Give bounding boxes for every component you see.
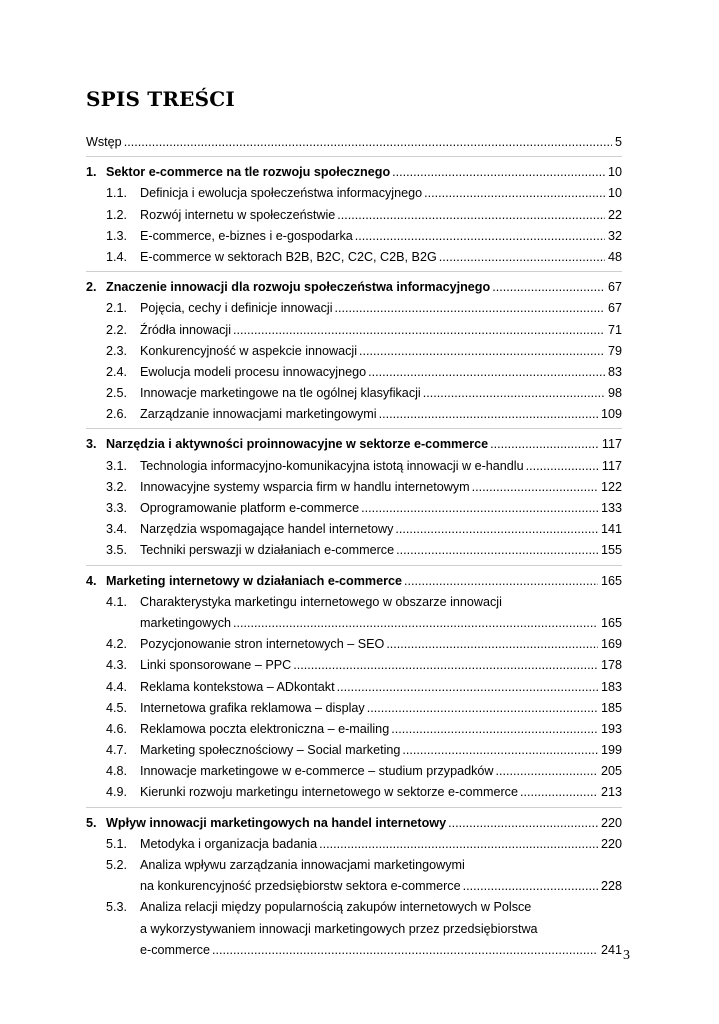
entry-page: 79 — [607, 343, 622, 358]
entry-body — [140, 855, 622, 876]
entry-number: 3.1. — [106, 458, 128, 473]
entry-number: 2.5. — [106, 386, 128, 401]
entry-title: e-commerce — [140, 942, 210, 957]
entry-page: 122 — [600, 479, 622, 494]
entry-title: Sektor e-commerce na tle rozwoju społecznego — [106, 165, 391, 180]
entry-body — [140, 498, 622, 519]
entry-number: 4.3. — [106, 658, 128, 673]
toc-section — [86, 782, 622, 803]
entry-title: Reklamowa poczta elektroniczna – e-mailing — [140, 721, 390, 736]
entry-title: Konkurencyjność w aspekcie innowacji — [140, 343, 358, 358]
entry-body — [140, 740, 622, 761]
entry-body — [140, 519, 622, 540]
entry-page: 178 — [600, 658, 622, 673]
entry-number: 4.7. — [106, 743, 128, 758]
entry-body — [140, 183, 622, 204]
entry-page: 32 — [607, 228, 622, 243]
dot-leader — [359, 498, 598, 519]
dot-leader — [446, 813, 598, 834]
dot-leader — [422, 183, 605, 204]
entry-body — [140, 634, 622, 655]
entry-body — [140, 677, 622, 698]
entry-title: Ewolucja modeli procesu innowacyjnego — [140, 364, 367, 379]
entry-title: Charakterystyka marketingu internetowego w obszarze innowacji — [140, 594, 502, 609]
dot-leader — [390, 162, 605, 183]
toc-section — [86, 183, 622, 204]
entry-body — [140, 341, 622, 362]
toc-section-continuation — [86, 876, 622, 897]
section-divider — [86, 271, 622, 273]
toc-section — [86, 341, 622, 362]
entry-title: E-commerce w sektorach B2B, B2C, C2C, C2B, B2G — [140, 249, 437, 264]
entry-body — [140, 247, 622, 268]
entry-page: 241 — [600, 942, 622, 957]
dot-leader — [366, 362, 605, 383]
entry-body — [140, 897, 622, 918]
dot-leader — [291, 655, 598, 676]
entry-number: 3.3. — [106, 501, 128, 515]
dot-leader — [335, 677, 598, 698]
toc-chapter — [86, 277, 622, 298]
entry-page: 109 — [600, 407, 622, 422]
dot-leader — [402, 571, 598, 592]
dot-leader — [317, 834, 598, 855]
toc-section — [86, 740, 622, 761]
entry-number: 1.2. — [106, 207, 128, 222]
entry-title: Zarządzanie innowacjami marketingowymi — [140, 407, 377, 422]
table-of-contents — [86, 132, 622, 961]
entry-body — [140, 613, 622, 634]
toc-chapter — [86, 162, 622, 183]
section-divider — [86, 565, 622, 567]
entry-title: na konkurencyjność przedsiębiorstw sektora e-commerce — [140, 879, 461, 894]
entry-title: Marketing społecznościowy – Social marketing — [140, 743, 401, 758]
entry-number: 4.8. — [106, 764, 128, 779]
entry-page: 67 — [607, 301, 622, 316]
entry-title: Analiza wpływu zarządzania innowacjami marketingowymi — [140, 858, 465, 872]
entry-page: 48 — [607, 249, 622, 264]
entry-title: Wpływ innowacji marketingowych na handel internetowy — [106, 815, 447, 830]
entry-title: Technologia informacyjno-komunikacyjna istotą innowacji w e-handlu — [140, 458, 524, 473]
entry-page: 10 — [607, 165, 622, 180]
entry-number: 2. — [86, 280, 97, 295]
dot-leader — [524, 456, 599, 477]
toc-chapter — [86, 571, 622, 592]
entry-number: 2.3. — [106, 343, 128, 358]
toc-section-continuation — [86, 940, 622, 961]
toc-section — [86, 404, 622, 425]
toc-section — [86, 897, 622, 918]
entry-title: Analiza relacji między popularnością zakupów internetowych w Polsce — [140, 900, 532, 915]
entry-body — [140, 205, 622, 226]
toc-section — [86, 362, 622, 383]
entry-page: 185 — [600, 700, 622, 715]
entry-page: 228 — [600, 879, 622, 894]
dot-leader — [210, 940, 598, 961]
entry-title: Innowacje marketingowe w e-commerce – studium przypadków — [140, 764, 494, 779]
dot-leader — [333, 298, 605, 319]
entry-number: 4.2. — [106, 637, 128, 652]
dot-leader — [389, 719, 598, 740]
dot-leader — [377, 404, 598, 425]
dot-leader — [518, 782, 598, 803]
entry-title: Definicja i ewolucja społeczeństwa informacyjnego — [140, 186, 423, 201]
dot-leader — [470, 477, 598, 498]
toc-section — [86, 298, 622, 319]
toc-chapter — [86, 813, 622, 834]
entry-title: Oprogramowanie platform e-commerce — [140, 501, 360, 515]
toc-section — [86, 226, 622, 247]
entry-body — [140, 456, 622, 477]
entry-title: Metodyka i organizacja badania — [140, 836, 318, 851]
entry-title: Kierunki rozwoju marketingu internetowego w sektorze e-commerce — [140, 785, 518, 800]
entry-body — [140, 540, 622, 561]
entry-title: Marketing internetowy w działaniach e-commerce — [106, 573, 403, 588]
toc-intro — [86, 132, 622, 153]
dot-leader — [437, 247, 605, 268]
dot-leader — [393, 519, 598, 540]
entry-number: 3. — [86, 437, 97, 452]
page-title: SPIS TREŚCI — [86, 87, 235, 111]
entry-page: 98 — [607, 386, 622, 401]
dot-leader — [461, 876, 598, 897]
entry-body — [140, 477, 622, 498]
entry-page: 10 — [607, 186, 622, 201]
entry-page: 141 — [600, 522, 622, 537]
entry-page: 220 — [600, 836, 622, 851]
entry-body — [140, 719, 622, 740]
toc-section — [86, 320, 622, 341]
entry-number: 4.9. — [106, 785, 128, 800]
entry-title: Internetowa grafika reklamowa – display — [140, 700, 365, 715]
entry-number: 5.3. — [106, 900, 128, 915]
entry-body — [86, 132, 622, 153]
dot-leader — [490, 277, 605, 298]
entry-page: 22 — [607, 207, 622, 222]
section-divider — [86, 428, 622, 430]
toc-section — [86, 592, 622, 613]
entry-title: Innowacje marketingowe na tle ogólnej klasyfikacji — [140, 386, 421, 401]
toc-section — [86, 540, 622, 561]
entry-page: 83 — [607, 364, 622, 379]
toc-section — [86, 456, 622, 477]
entry-number: 2.4. — [106, 364, 128, 379]
entry-title: a wykorzystywaniem innowacji marketingowych przez przedsiębiorstwa — [140, 921, 538, 936]
entry-body — [140, 919, 622, 940]
entry-page: 165 — [600, 573, 622, 588]
entry-page: 183 — [600, 679, 622, 694]
entry-page: 220 — [600, 815, 622, 830]
entry-number: 2.2. — [106, 322, 128, 337]
entry-number: 4.5. — [106, 700, 128, 715]
entry-title: Techniki perswazji w działaniach e-commerce — [140, 543, 395, 558]
entry-number: 5.1. — [106, 836, 128, 851]
entry-body — [140, 404, 622, 425]
entry-title: Reklama kontekstowa – ADkontakt — [140, 679, 335, 694]
toc-section — [86, 205, 622, 226]
entry-body — [140, 761, 622, 782]
entry-number: 3.4. — [106, 522, 128, 537]
toc-chapter — [86, 434, 622, 455]
dot-leader — [353, 226, 605, 247]
section-divider — [86, 807, 622, 809]
toc-section — [86, 247, 622, 268]
entry-number: 1.1. — [106, 186, 128, 201]
toc-section-continuation — [86, 919, 622, 940]
toc-section — [86, 719, 622, 740]
entry-title: Źródła innowacji — [140, 322, 231, 337]
entry-body — [140, 226, 622, 247]
entry-title: Znaczenie innowacji dla rozwoju społeczeństwa informacyjnego — [106, 280, 491, 295]
toc-section — [86, 498, 622, 519]
entry-number: 4.4. — [106, 679, 128, 694]
dot-leader — [493, 761, 598, 782]
entry-number: 5.2. — [106, 858, 128, 872]
toc-section-continuation — [86, 613, 622, 634]
dot-leader — [400, 740, 598, 761]
entry-page: 67 — [607, 280, 622, 295]
entry-body — [140, 362, 622, 383]
entry-body — [106, 571, 622, 592]
entry-page: 213 — [600, 785, 622, 800]
entry-body — [140, 592, 622, 613]
entry-page: 205 — [600, 764, 622, 779]
toc-section — [86, 834, 622, 855]
entry-body — [140, 655, 622, 676]
entry-page: 155 — [600, 543, 622, 558]
dot-leader — [384, 634, 598, 655]
entry-number: 3.5. — [106, 543, 128, 558]
entry-body — [106, 813, 622, 834]
entry-title: Narzędzia i aktywności proinnowacyjne w sektorze e-commerce — [106, 437, 489, 452]
dot-leader — [488, 434, 599, 455]
toc-section — [86, 698, 622, 719]
entry-title: Wstęp — [86, 135, 122, 149]
entry-page: 117 — [601, 437, 622, 452]
entry-title: Rozwój internetu w społeczeństwie — [140, 207, 336, 222]
entry-body — [106, 162, 622, 183]
entry-body — [106, 277, 622, 298]
toc-section — [86, 761, 622, 782]
entry-body — [140, 298, 622, 319]
page-number: 3 — [623, 948, 630, 963]
entry-page: 133 — [600, 501, 622, 515]
entry-page: 117 — [601, 458, 622, 473]
toc-section — [86, 855, 622, 876]
entry-number: 1. — [86, 165, 97, 180]
entry-number: 2.1. — [106, 301, 128, 316]
entry-body — [140, 782, 622, 803]
dot-leader — [231, 320, 605, 341]
entry-page: 71 — [607, 322, 622, 337]
entry-number: 3.2. — [106, 479, 128, 494]
entry-page: 5 — [614, 135, 622, 149]
entry-number: 4.6. — [106, 721, 128, 736]
entry-body — [106, 434, 622, 455]
entry-title: marketingowych — [140, 615, 231, 630]
toc-section — [86, 519, 622, 540]
entry-number: 2.6. — [106, 407, 128, 422]
toc-section — [86, 383, 622, 404]
dot-leader — [357, 341, 605, 362]
entry-number: 1.4. — [106, 249, 128, 264]
toc-section — [86, 677, 622, 698]
section-divider — [86, 156, 622, 158]
dot-leader — [421, 383, 605, 404]
entry-page: 193 — [600, 721, 622, 736]
entry-body — [140, 940, 622, 961]
dot-leader — [335, 205, 605, 226]
entry-title: E-commerce, e-biznes i e-gospodarka — [140, 228, 353, 243]
entry-title: Linki sponsorowane – PPC — [140, 658, 292, 673]
dot-leader — [365, 698, 598, 719]
dot-leader — [394, 540, 598, 561]
entry-number: 4.1. — [106, 594, 128, 609]
entry-body — [140, 383, 622, 404]
entry-body — [140, 876, 622, 897]
entry-number: 1.3. — [106, 228, 128, 243]
dot-leader — [122, 132, 612, 153]
entry-number: 4. — [86, 573, 97, 588]
toc-section — [86, 634, 622, 655]
entry-body — [140, 834, 622, 855]
entry-title: Narzędzia wspomagające handel internetowy — [140, 522, 394, 537]
toc-section — [86, 477, 622, 498]
entry-page: 169 — [600, 637, 622, 652]
entry-title: Innowacyjne systemy wsparcia firm w handlu internetowym — [140, 479, 470, 494]
toc-section — [86, 655, 622, 676]
entry-title: Pozycjonowanie stron internetowych – SEO — [140, 637, 385, 652]
entry-page: 165 — [600, 615, 622, 630]
entry-body — [140, 698, 622, 719]
entry-number: 5. — [86, 815, 97, 830]
dot-leader — [231, 613, 598, 634]
entry-page: 199 — [600, 743, 622, 758]
entry-title: Pojęcia, cechy i definicje innowacji — [140, 301, 333, 316]
entry-body — [140, 320, 622, 341]
